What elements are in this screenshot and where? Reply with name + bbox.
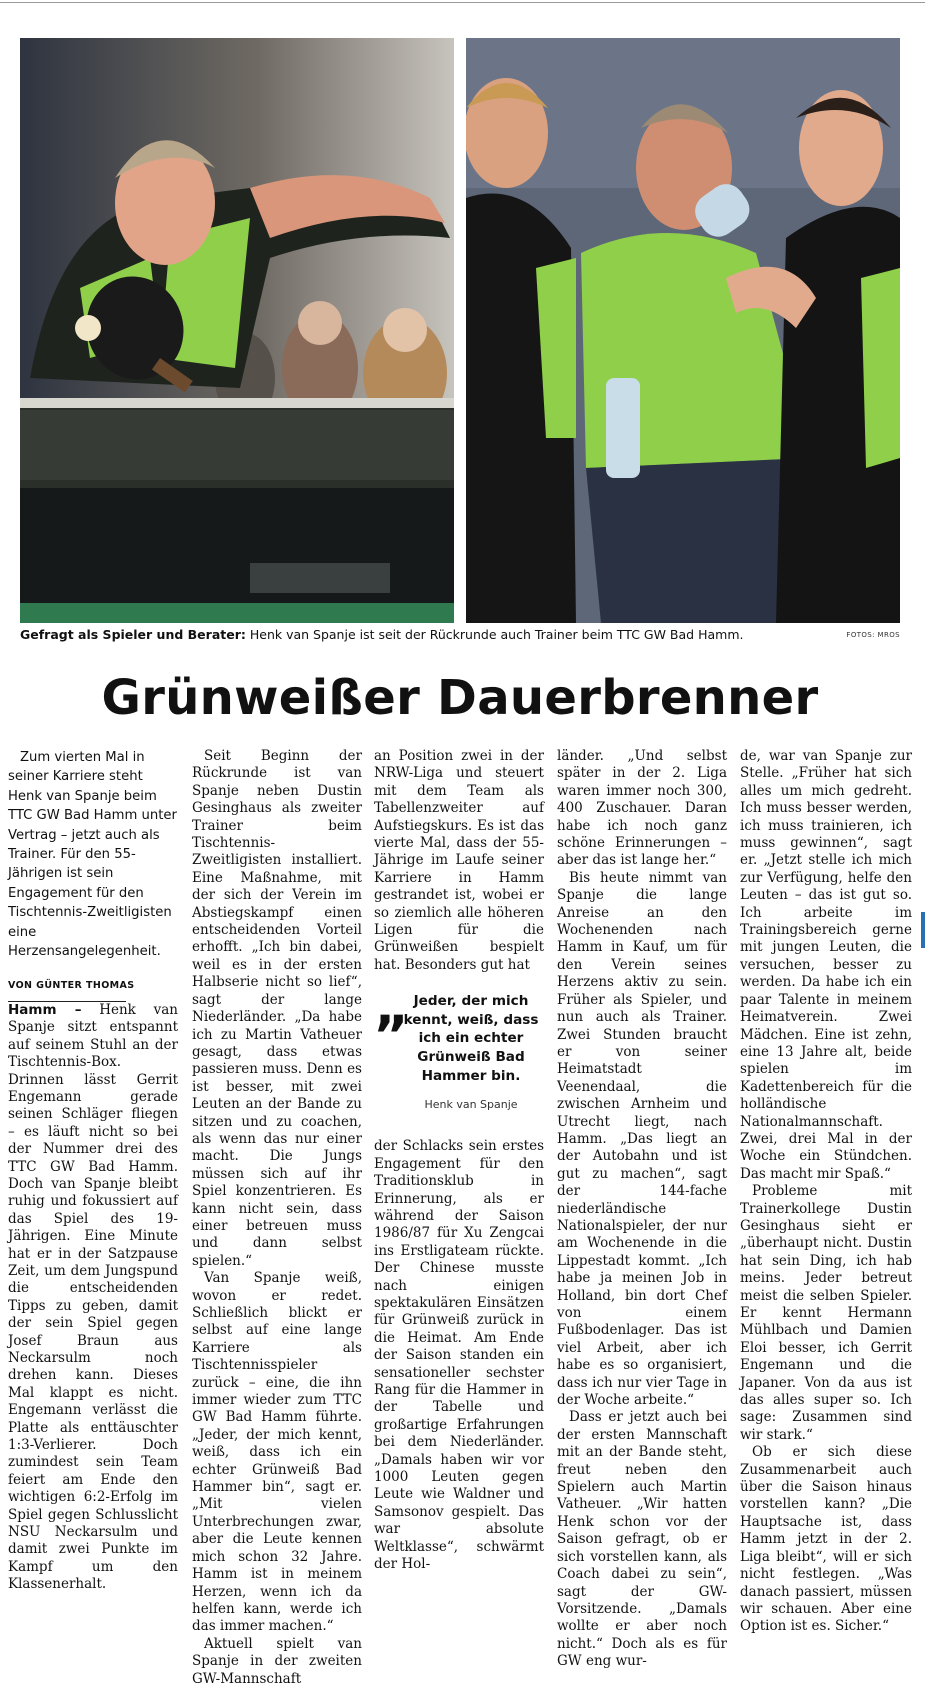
page-edge-marker — [921, 912, 925, 948]
col2-paragraph-1: Seit Beginn der Rückrunde ist van Spanje neben Dustin Gesinghaus als zweiter Trainer beim Tischtennis-Zweitligisten installiert. Eine Maßnahme, mit der sich der Verein im Abstiegskampf einen entscheidenden Vorteil erhofft. „Ich bin dabei, weil es in der ersten Halbserie nicht so lief“, sagt der lange Niederländer. „Da habe ich zu Martin Vatheuer gesagt, dass etwas passieren muss. Denn es ist besser, mit zwei Leuten an der Bande zu sitzen und zu coachen, als wenn das nur einer macht. Die Jungs müssen sich auf ihr Spiel konzentrieren. Es kann nicht sein, dass einer betreuen muss und dann selbst spielen.“ — [192, 748, 362, 1269]
photo-coach-image — [466, 38, 900, 623]
col1-paragraph-1 — [8, 1002, 178, 1594]
caption-lead: Gefragt als Spieler und Berater: — [20, 627, 246, 642]
col5-paragraph-1: de, war van Spanje zur Stelle. „Früher hat sich alles um mich gedreht. Ich muss besser werden, ich muss trainieren, ich muss gewinnen“, sagt er. „Jetzt stelle ich mich zur Verfügung, helfe den Leuten – das ist gut so. Ich arbeite im Trainingsbereich gerne mit jungen Leuten, die versuchen, besser zu werden. Da habe ich ein paar Talente in meinem Heimatverein. Zwei Mädchen. Eine ist zehn, eine 13 Jahre alt, beide spielen im Kadettenbereich für die holländische Nationalmannschaft. Zwei, drei Mal in der Woche ein Stündchen. Das macht mir Spaß.“ — [740, 748, 912, 1182]
column-5 — [740, 748, 912, 1636]
dateline: Hamm – — [8, 1001, 82, 1018]
photo-player-striking — [20, 38, 454, 623]
col4-paragraph-2: Bis heute nimmt van Spanje die lange Anreise an den Wochenenden nach Hamm in Kauf, um für den Verein seines Herzens aktiv zu sein. Früher als Spieler, und nun auch als Trainer. Zwei Stunden braucht er von seiner Heimatstadt Veenendaal, die zwischen Arnheim und Utrecht liegt, nach Hamm. „Das liegt an der Autobahn und ist gut zu machen“, sagt der 144-fache niederländische Nationalspieler, der nur am Wochenende in die Lippestadt kommt. „Ich habe ja meinen Job in Holland, bin dort Chef von einem Fußbodenlager. Das ist viel Arbeit, aber ich habe es so organisiert, dass ich nur vier Tage in der Woche arbeite.“ — [557, 869, 727, 1409]
photo-player-image — [20, 38, 454, 623]
column-2 — [192, 748, 362, 1688]
col4-paragraph-1: länder. „Und selbst später in der 2. Liga waren immer noch 300, 400 Zuschauer. Daran habe ich noch ganz schöne Erinnerungen – aber das ist lange her.“ — [557, 748, 727, 869]
pull-quote-author: Henk van Spanje — [424, 1098, 518, 1112]
col2-paragraph-3: Aktuell spielt van Spanje in der zweiten GW-Mannschaft — [192, 1635, 362, 1687]
photo-coach-and-players — [466, 38, 900, 623]
col5-paragraph-3: Ob er sich diese Zusammenarbeit auch über die Saison hinaus vorstellen kann? „Die Hauptsache ist, dass Hamm jetzt in der 2. Liga bleibt“, will er sich nicht festlegen. „Was danach passiert, müssen wir schauen. Aber eine Option ist es. Sicher.“ — [740, 1444, 912, 1635]
column-4 — [557, 748, 727, 1671]
column-3 — [374, 748, 544, 1573]
quote-mark-icon: „ — [374, 975, 410, 1039]
byline: VON GÜNTER THOMAS — [8, 977, 126, 1001]
photo-caption — [20, 627, 820, 643]
pull-quote — [374, 975, 544, 1120]
article-lead: Zum vierten Mal in seiner Karriere steht Henk van Spanje beim TTC GW Bad Hamm unter Vertrag – jetzt auch als Trainer. Für den 55-Jährigen ist sein Engagement für den Tischtennis-Zweitligisten eine Herzensangelegenheit. — [8, 750, 177, 960]
col3-paragraph-1: an Position zwei in der NRW-Liga und steuert mit dem Team als Tabellenzweiter auf Aufstiegskurs. Es ist das vierte Mal, dass der 55-Jährige im Laufe seiner Karriere in Hamm gestrandet ist, wobei er so ziemlich alle höheren Ligen für die Grünweißen bespielt hat. Besonders gut hat — [374, 748, 544, 973]
col4-paragraph-3: Dass er jetzt auch bei der ersten Mannschaft mit an der Bande steht, freut neben den Spielern auch Martin Vatheuer. „Wir hatten Henk schon vor der Saison gefragt, ob er sich vorstellen kann, als Coach dabei zu sein“, sagt der GW-Vorsitzende. „Damals wollte er aber noch nicht.“ Doch als es für GW eng wur- — [557, 1409, 727, 1670]
col2-paragraph-2: Van Spanje weiß, wovon er redet. Schließlich blickt er selbst auf eine lange Karriere als Tischtennisspieler zurück – eine, die ihn immer wieder zum TTC GW Bad Hamm führte. „Jeder, der mich kennt, weiß, dass ich ein echter Grünweiß Bad Hammer bin“, sagt er. „Mit vielen Unterbrechungen zwar, aber die Leute kennen mich schon 32 Jahre. Hamm ist in meinem Herzen, wenn ich da helfen kann, werde ich das immer machen.“ — [192, 1270, 362, 1635]
col5-paragraph-2: Probleme mit Trainerkollege Dustin Gesinghaus sieht er „überhaupt nicht. Dustin hat sein Ding, ich hab meins. Jeder betreut meist die selben Spieler. Er kennt Hermann Mühlbach und Damien Eloi besser, ich Gerrit Engemann und die Japaner. Von da aus ist das alles super so. Ich sage: Zusammen sind wir stark.“ — [740, 1183, 912, 1443]
col3-paragraph-2: der Schlacks sein erstes Engagement für den Traditionsklub in Erinnerung, als er während der Saison 1986/87 für Xu Zengcai ins Erstligateam rückte. Der Chinese musste nach einigen spektakulären Einsätzen für Grünweiß zurück in die Heimat. Am Ende der Saison standen ein sensationeller sechster Rang für die Hammer in der Tabelle und großartige Erfahrungen bei dem Niederländer. „Damals haben wir vor 1000 Leuten gegen Leute wie Waldner und Samsonov gespielt. Das war absolute Weltklasse“, schwärmt der Hol- — [374, 1138, 544, 1573]
column-1 — [8, 748, 178, 1594]
col1-text: Henk van Spanje sitzt entspannt auf seinem Stuhl an der Tischtennis-Box. Drinnen lässt Gerrit Engemann gerade seinen Schläger fliegen – es läuft nicht so bei der Nummer drei des TTC GW Bad Hamm. Doch van Spanje bleibt ruhig und fokussiert auf das Spiel des 19-Jährigen. Eine Minute hat er in der Satzpause Zeit, um dem Jungspund die entscheidenden Tipps zu geben, damit der sein Spiel gegen Josef Braun aus Neckarsulm noch drehen kann. Dieses Mal klappt es nicht. Engemann verlässt die Platte als enttäuschter 1:3-Verlierer. Doch zumindest sein Team feiert am Ende den wichtigen 6:2-Erfolg im Spiel gegen Schlusslicht NSU Neckarsulm und damit zwei Punkte im Kampf um den Klassenerhalt. — [8, 1001, 178, 1593]
caption-text: Henk van Spanje ist seit der Rückrunde auch Trainer beim TTC GW Bad Hamm. — [245, 627, 744, 642]
photo-credit: FOTOS: MROS — [846, 631, 900, 639]
pull-quote-text: Jeder, der mich kennt, weiß, dass ich ein echter Grünweiß Bad Hammer bin. — [403, 993, 539, 1084]
top-rule — [0, 2, 925, 3]
article-headline: Grünweißer Dauerbrenner — [101, 670, 819, 726]
